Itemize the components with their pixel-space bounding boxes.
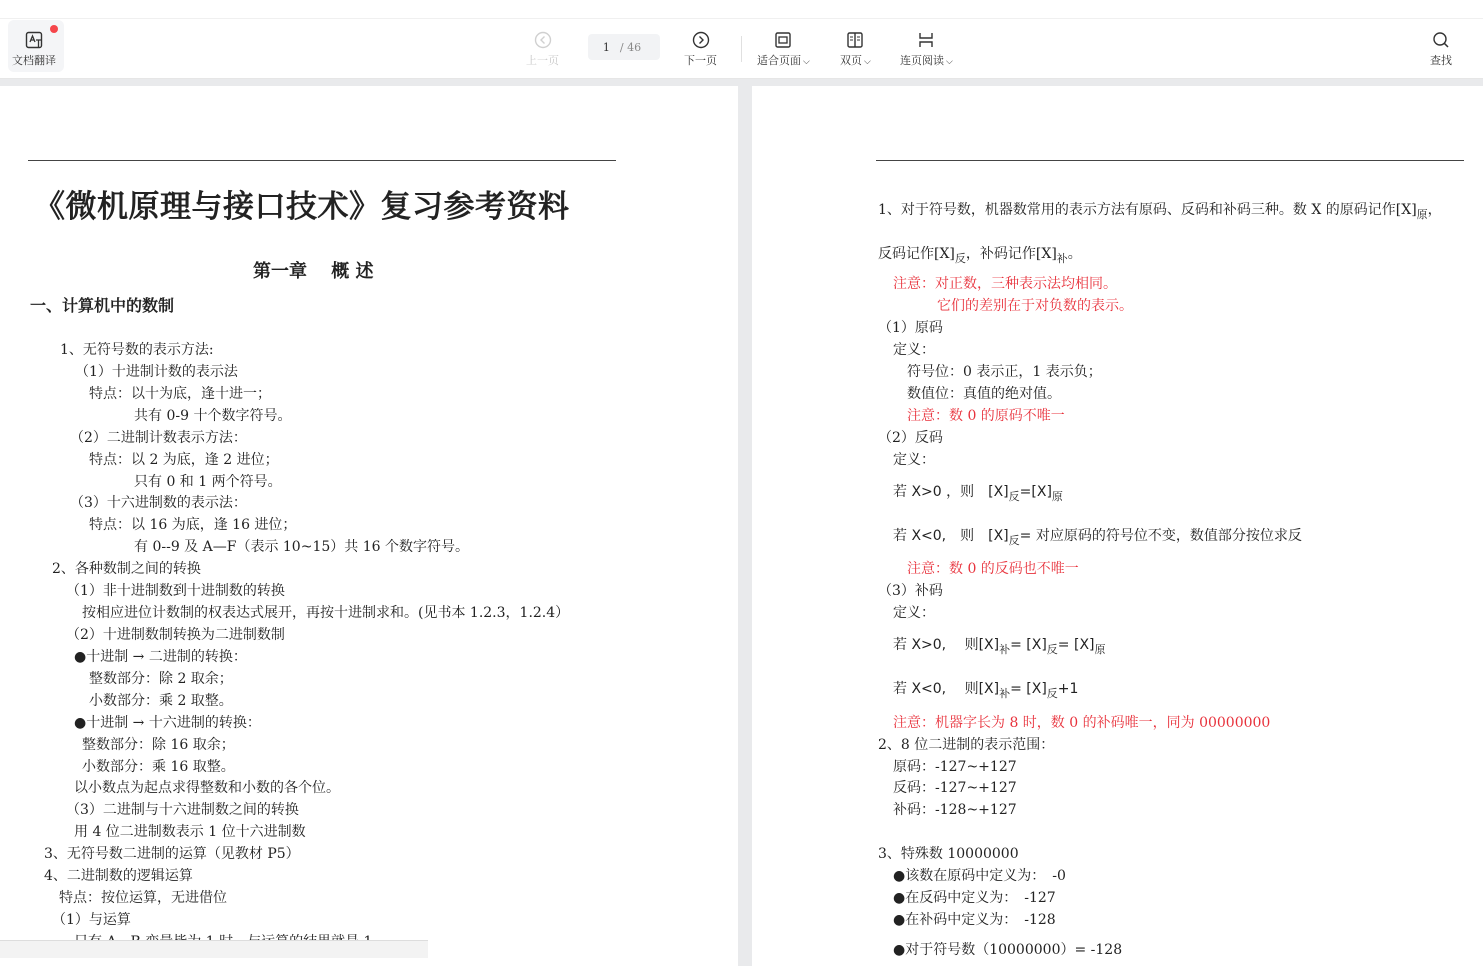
text-span: = [X] [1010,637,1047,653]
text-line: （1）与运算 [52,912,131,928]
double-page-button[interactable] [840,30,871,68]
text-line: 特点：以十为底，逢十进一； [89,386,271,402]
text-line: 整数部分：除 2 取余； [89,671,233,687]
search-label: 查找 [1430,54,1452,67]
text-line: 特点：按位运算，无进借位 [59,890,227,906]
next-page-label: 下一页 [684,54,717,67]
subscript: 反 [1046,642,1058,656]
text-line: ●该数在原码中定义为： -0 [893,868,1066,884]
text-line: ●对于符号数（10000000）= -128 [893,942,1123,958]
prev-page-button[interactable] [526,30,559,68]
text-line: （1）十进制计数的表示法 [75,364,238,380]
text-line: 原码：-127~+127 [893,759,1017,775]
fit-page-label: 适合页面 [757,54,801,67]
text-line: （1）非十进制数到十进制数的转换 [66,583,285,599]
text-line: 按相应进位计数制的权表达式展开，再按十进制求和。(见书本 1.2.3，1.2.4） [82,605,570,621]
subscript: 原 [1094,642,1106,656]
notification-dot [50,25,58,33]
formula-line [893,527,1302,550]
header-rule [28,160,616,161]
continuous-read-button[interactable] [900,30,953,68]
text-line: 只有 0 和 1 两个符号。 [134,474,282,490]
text-span: 反码记作[X] [878,246,955,262]
subscript: 补 [999,686,1011,700]
prev-page-label: 上一页 [526,54,559,67]
text-line: （2）反码 [878,430,943,446]
text-line: （3）二进制与十六进制数之间的转换 [66,802,299,818]
subscript: 补 [999,642,1011,656]
formula-line [893,483,1063,506]
toolbar-top-divider [0,18,1483,19]
note-line: 注意：机器字长为 8 时，数 0 的补码唯一，同为 00000000 [893,715,1271,731]
text-line: 符号位：0 表示正，1 表示负； [907,364,1102,380]
fit-page-button[interactable] [757,30,810,68]
text-span: 。 [1067,246,1082,262]
text-span: 若 X<0, 则[X] [893,681,1000,697]
text-line: 小数部分：乘 16 取整。 [82,759,235,775]
note-line: 注意：对正数，三种表示法均相同。 [893,276,1117,292]
text-line: （2）十进制数制转换为二进制数制 [66,627,285,643]
text-line: （3）补码 [878,583,943,599]
note-line: 注意：数 0 的反码也不唯一 [907,561,1079,577]
text-line: ●在补码中定义为： -128 [893,912,1056,928]
text-line: 共有 0-9 十个数字符号。 [134,408,292,424]
continuous-read-label: 连页阅读 [900,54,944,67]
text-line: 3、无符号数二进制的运算（见教材 P5） [44,846,300,862]
text-line: ●十进制 → 十六进制的转换： [74,715,261,731]
text-line: 4、二进制数的逻辑运算 [44,868,193,884]
text-line: （1）原码 [878,320,943,336]
text-line: 小数部分：乘 2 取整。 [89,693,233,709]
chevron-down-icon: ⌵ [864,57,871,67]
toolbar [0,0,1483,79]
text-span: = [X] [1010,681,1047,697]
text-line: 定义： [893,452,935,468]
continuous-read-icon [917,30,935,50]
doc-translate-button[interactable] [12,30,56,68]
translate-icon [25,30,43,50]
text-line: 2、各种数制之间的转换 [52,561,201,577]
text-line: 定义： [893,342,935,358]
text-line: （3）十六进制数的表示法： [70,495,247,511]
note-line: 注意：数 0 的原码不唯一 [907,408,1065,424]
page-total: / 46 [619,40,642,54]
text-span: ，补码记作[X] [965,246,1057,262]
text-line: 定义： [893,605,935,621]
text-line: 数值位：真值的绝对值。 [907,386,1061,402]
fit-page-icon [774,30,792,50]
page-current[interactable]: 1 [602,40,610,54]
next-page-icon [692,30,710,50]
search-button[interactable] [1430,30,1452,68]
text-line: 用 4 位二进制数表示 1 位十六进制数 [74,824,306,840]
page-indicator[interactable] [588,34,660,60]
next-page-button[interactable] [684,30,717,68]
document-title: 《微机原理与接口技术》复习参考资料 [34,189,570,225]
document-page-left [0,86,738,966]
text-line: 特点：以 16 为底，逢 16 进位； [89,517,297,533]
text-line: 以小数点为起点求得整数和小数的各个位。 [74,780,340,796]
chevron-down-icon: ⌵ [946,57,953,67]
text-line: 整数部分：除 16 取余； [82,737,235,753]
text-line: 3、特殊数 10000000 [878,846,1019,862]
text-line: ●在反码中定义为： -127 [893,890,1056,906]
text-span: = [X] [1057,637,1095,653]
subscript: 反 [954,251,966,265]
document-page-right [752,86,1483,966]
text-line: （2）二进制计数表示方法： [70,430,247,446]
text-line: 2、8 位二进制的表示范围： [878,737,1055,753]
text-span: 若 X>0, 则[X] [893,637,1000,653]
note-line: 它们的差别在于对负数的表示。 [937,298,1133,314]
text-span: 若 X>0 ，则 [X] [893,484,1009,500]
prev-page-icon [534,30,552,50]
subscript: 反 [1046,686,1058,700]
chevron-down-icon: ⌵ [803,57,810,67]
subscript: 原 [1051,489,1063,503]
search-icon [1432,30,1450,50]
text-line: ●十进制 → 二进制的转换： [74,649,247,665]
doc-translate-label: 文档翻译 [12,54,56,67]
double-page-label: 双页 [840,54,862,67]
chapter-heading: 第一章 概 述 [253,261,374,282]
text-span: +1 [1057,681,1079,697]
text-line: 有 0--9 及 A—F（表示 10~15）共 16 个数字符号。 [134,539,469,555]
subscript: 原 [1416,207,1428,221]
subscript: 反 [1008,489,1020,503]
subscript: 补 [1056,251,1068,265]
double-page-icon [846,30,864,50]
header-rule [876,160,1464,161]
text-span: = 对应原码的符号位不变，数值部分按位求反 [1019,528,1302,544]
horizontal-scrollbar[interactable] [0,940,428,958]
text-line: 特点：以 2 为底，逢 2 进位； [89,452,279,468]
text-line [878,201,1442,224]
toolbar-divider [741,36,742,62]
text-span: 若 X<0, 则 [X] [893,528,1009,544]
text-line: 反码：-127~+127 [893,780,1017,796]
page-gutter [738,86,752,957]
text-span: =[X] [1019,484,1052,500]
section-heading: 一、计算机中的数制 [30,296,175,315]
text-span: ， [1427,202,1442,218]
text-line: 补码：-128~+127 [893,802,1017,818]
text-line: 1、无符号数的表示方法: [60,342,214,358]
text-line [878,245,1082,268]
subscript: 反 [1008,533,1020,547]
formula-line [893,680,1078,703]
text-span: 1、对于符号数，机器数常用的表示方法有原码、反码和补码三种。数 X 的原码记作[X] [878,202,1417,218]
formula-line [893,636,1106,659]
